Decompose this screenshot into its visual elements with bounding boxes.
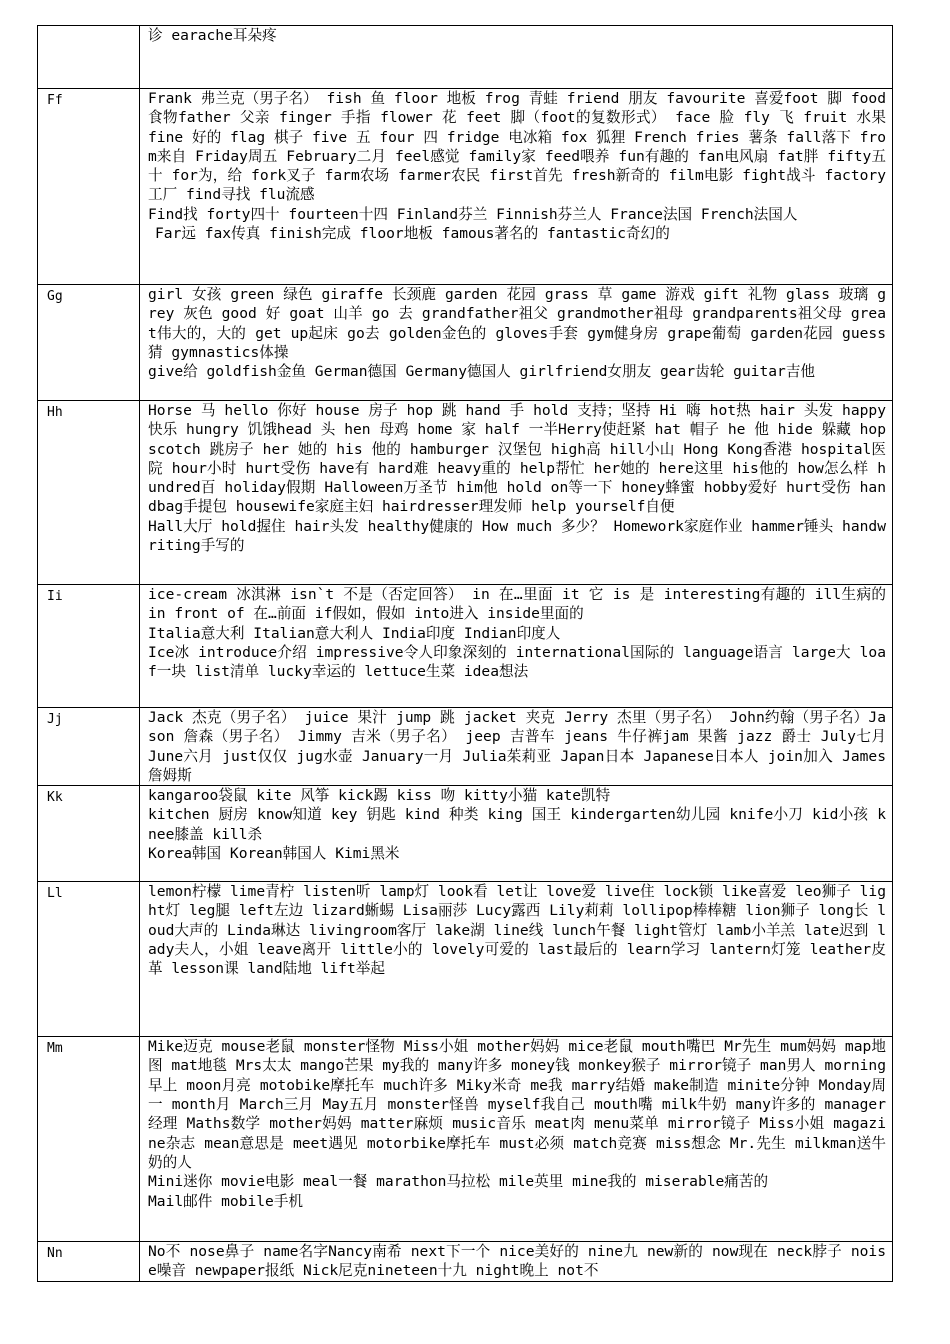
words-cell	[140, 89, 893, 285]
words-cell	[140, 585, 893, 708]
letter-cell: Jj	[38, 708, 140, 786]
vocabulary-paragraph: 诊 earache耳朵疼	[148, 27, 277, 44]
words-cell	[140, 26, 893, 89]
vocabulary-paragraph: Frank 弗兰克（男子名） fish 鱼 floor 地板 frog 青蛙 friend 朋友 favourite 喜爱foot 脚 food食物father 父亲 finger 手指 flower 花 feet 脚（foot的复数形式） face 脸 fly 飞 fruit 水果 fine 好的 flag 棋子 five 五 four 四 fridge 电冰箱 fox 狐狸 French fries 薯条 fall落下 from来自 Friday周五 February二月 feel感觉 family家 feed喂养 fun有趣的 fan电风扇 fat胖 fifty五十 for为，给 fork叉子 farm农场 farmer农民 first首先 fresh新奇的 film电影 fight战斗 factory工厂 find寻找 flu流感	[148, 90, 886, 204]
vocabulary-paragraph: lemon柠檬 lime青柠 listen听 lamp灯 look看 let让 love爱 live住 lock锁 like喜爱 leo狮子 light灯 leg腿 left左边 lizard蜥蜴 Lisa丽莎 Lucy露西 Lily莉莉 lollipop棒棒糖 lion狮子 long长 loud大声的 Linda琳达 livingroom客厅 lake湖 line线 lunch午餐 light管灯 lamb小羊羔 late迟到 lady夫人，小姐 leave离开 little小的 lovely可爱的 last最后的 learn学习 lantern灯笼 leather皮革 lesson课 land陆地 lift举起	[148, 883, 886, 978]
vocabulary-table	[37, 25, 893, 1282]
letter-row	[38, 708, 893, 786]
letter-row	[38, 1037, 893, 1242]
vocabulary-paragraph: Hall大厅 hold握住 hair头发 healthy健康的 How much 多少？ Homework家庭作业 hammer锤头 handwriting手写的	[148, 517, 886, 555]
letter-cell: Mm	[38, 1037, 140, 1242]
vocabulary-paragraph: No不 nose鼻子 name名字Nancy南希 next下一个 nice美好的 nine九 new新的 now现在 neck脖子 noise噪音 newpaper报纸 Nick尼克nineteen十九 night晚上 not不	[148, 1243, 886, 1280]
vocabulary-paragraph: give给 goldfish金鱼 German德国 Germany德国人 girlfriend女朋友 gear齿轮 guitar吉他	[148, 363, 816, 381]
letter-row	[38, 26, 893, 89]
letter-cell: Ff	[38, 89, 140, 285]
vocabulary-paragraph: Ice冰 introduce介绍 impressive令人印象深刻的 international国际的 language语言 large大 loaf一块 list清单 lucky幸运的 lettuce生菜 idea想法	[148, 643, 886, 681]
vocabulary-rows	[38, 26, 893, 1282]
vocabulary-paragraph: ice-cream 冰淇淋 isn`t 不是（否定回答） in 在…里面 it 它 is 是 interesting有趣的 ill生病的 in front of 在…前面 if假如，假如 into进入 inside里面的	[148, 586, 886, 623]
vocabulary-paragraph: Find找 forty四十 fourteen十四 Finland芬兰 Finnish芬兰人 France法国 French法国人	[148, 205, 798, 223]
letter-cell: Hh	[38, 401, 140, 585]
words-cell	[140, 285, 893, 401]
letter-row	[38, 89, 893, 285]
vocabulary-paragraph: kangaroo袋鼠 kite 风筝 kick踢 kiss 吻 kitty小猫 kate凯特	[148, 787, 611, 805]
letter-row	[38, 585, 893, 708]
letter-row	[38, 401, 893, 585]
letter-row	[38, 1242, 893, 1282]
letter-row	[38, 786, 893, 882]
vocabulary-paragraph: Mike迈克 mouse老鼠 monster怪物 Miss小姐 mother妈妈 mice老鼠 mouth嘴巴 Mr先生 mum妈妈 map地图 mat地毯 Mrs太太 mango芒果 my我的 many许多 money钱 monkey猴子 mirror镜子 man男人 morning早上 moon月亮 motobike摩托车 much许多 Miky米奇 me我 marry结婚 make制造 minite分钟 Monday周一 month月 March三月 May五月 monster怪兽 myself我自己 mouth嘴 milk牛奶 many许多的 manager经理 Maths数学 mother妈妈 matter麻烦 music音乐 meat肉 menu菜单 mirror镜子 Miss小姐 magazine杂志 mean意思是 meet遇见 motorbike摩托车 must必须 match竞赛 miss想念 Mr.先生 milkman送牛奶的人	[148, 1038, 886, 1171]
words-cell	[140, 1242, 893, 1282]
letter-cell: Kk	[38, 786, 140, 882]
vocabulary-sheet	[37, 25, 893, 1282]
letter-cell: Ii	[38, 585, 140, 708]
vocabulary-paragraph: Mail邮件 mobile手机	[148, 1192, 304, 1210]
letter-cell	[38, 26, 140, 89]
words-cell	[140, 401, 893, 585]
vocabulary-paragraph: Horse 马 hello 你好 house 房子 hop 跳 hand 手 hold 支持；坚持 Hi 嗨 hot热 hair 头发 happy 快乐 hungry 饥饿head 头 hen 母鸡 home 家 half 一半Herry使赶紧 hat 帽子 he 他 hide 躲藏 hopscotch 跳房子 her 她的 his 他的 hamburger 汉堡包 high高 hill小山 Hong Kong香港 hospital医院 hour小时 hurt受伤 have有 hard难 heavy重的 help帮忙 her她的 here这里 his他的 how怎么样 hundred百 holiday假期 Halloween万圣节 him他 hold on等一下 honey蜂蜜 hobby爱好 hurt受伤 handbag手提包 housewife家庭主妇 hairdresser理发师 help yourself自便	[148, 402, 886, 516]
words-cell	[140, 1037, 893, 1242]
words-cell	[140, 786, 893, 882]
vocabulary-paragraph: Mini迷你 movie电影 meal一餐 marathon马拉松 mile英里 mine我的 miserable痛苦的	[148, 1173, 769, 1191]
vocabulary-paragraph: Jack 杰克（男子名） juice 果汁 jump 跳 jacket 夹克 Jerry 杰里（男子名） John约翰（男子名）Jason 詹森（男子名） Jimmy 吉米（男子名） jeep 吉普车 jeans 牛仔裤jam 果酱 jazz 爵士 July七月 June六月 just仅仅 jug水壶 January一月 Julia茱莉亚 Japan日本 Japanese日本人 join加入 James詹姆斯	[148, 709, 886, 784]
vocabulary-paragraph: Italia意大利 Italian意大利人 India印度 Indian印度人	[148, 624, 561, 642]
letter-cell: Gg	[38, 285, 140, 401]
letter-row	[38, 285, 893, 401]
letter-cell: Nn	[38, 1242, 140, 1282]
letter-row	[38, 882, 893, 1037]
vocabulary-paragraph: girl 女孩 green 绿色 giraffe 长颈鹿 garden 花园 grass 草 game 游戏 gift 礼物 glass 玻璃 grey 灰色 good 好 goat 山羊 go 去 grandfather祖父 grandmother祖母 grandparents祖父母 great伟大的，大的 get up起床 go去 golden金色的 gloves手套 gym健身房 grape葡萄 garden花园 guess猜 gymnastics体操	[148, 286, 886, 361]
words-cell	[140, 882, 893, 1037]
words-cell	[140, 708, 893, 786]
vocabulary-paragraph: kitchen 厨房 know知道 key 钥匙 kind 种类 king 国王 kindergarten幼儿园 knife小刀 kid小孩 knee膝盖 kill杀	[148, 806, 886, 843]
letter-cell: Ll	[38, 882, 140, 1037]
vocabulary-paragraph: Korea韩国 Korean韩国人 Kimi黑米	[148, 845, 400, 863]
vocabulary-paragraph: Far远 fax传真 finish完成 floor地板 famous著名的 fantastic奇幻的	[155, 225, 670, 243]
